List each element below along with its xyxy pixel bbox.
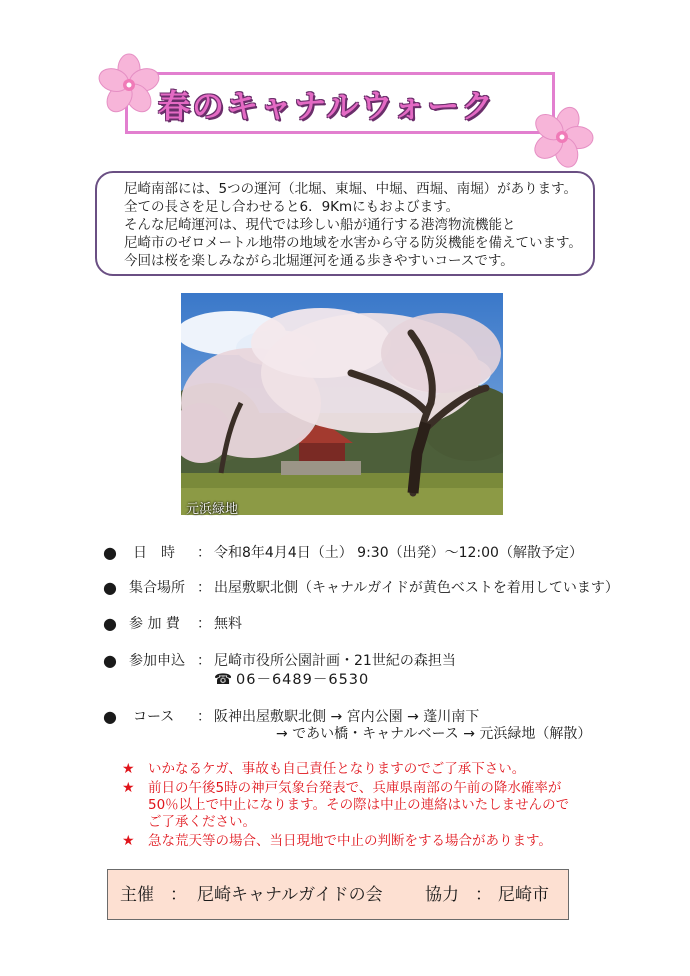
host-label: 主催	[120, 885, 154, 905]
fee-value: 無料	[214, 616, 242, 632]
bullet-icon: ●	[103, 543, 117, 562]
colon: ：	[197, 709, 211, 725]
date-label: 日 時	[133, 545, 175, 561]
colon: ：	[197, 616, 211, 632]
colon: ：	[170, 885, 187, 905]
coop-label: 協力	[425, 885, 459, 905]
note-2-line-1: 前日の午後5時の神戸気象台発表で、兵庫県南部の午前の降水確率が	[148, 780, 562, 796]
date-value: 令和8年4月4日（土） 9:30（出発）～12:00（解散予定）	[214, 545, 583, 561]
bullet-icon: ●	[103, 614, 117, 633]
coop-name: 尼崎市	[498, 885, 549, 905]
meeting-label: 集合場所	[129, 580, 185, 596]
bullet-icon: ●	[103, 651, 117, 670]
cherry-blossom-icon	[527, 102, 597, 172]
cherry-blossom-icon	[94, 50, 164, 120]
meeting-value: 出屋敷駅北側（キャナルガイドが黄色ベストを着用しています）	[214, 580, 619, 596]
colon: ：	[197, 545, 211, 561]
apply-label: 参加申込	[129, 653, 185, 669]
photo-caption: 元浜緑地	[186, 502, 239, 517]
course-label: コース	[133, 709, 175, 725]
intro-line: 尼崎市のゼロメートル地帯の地域を水害から守る防災機能を備えています。	[124, 235, 582, 251]
intro-line: そんな尼崎運河は、現代では珍しい船が通行する港湾物流機能と	[124, 217, 516, 233]
phone-icon: ☎	[214, 672, 234, 688]
note-1: いかなるケガ、事故も自己責任となりますのでご了承下さい。	[148, 761, 526, 777]
host-name: 尼崎キャナルガイドの会	[197, 885, 383, 905]
colon: ：	[475, 885, 492, 905]
note-3: 急な荒天等の場合、当日現地で中止の判断をする場合があります。	[148, 833, 552, 849]
course-line-2: → であい橋・キャナルベース → 元浜緑地（解散）	[276, 726, 592, 742]
star-icon: ★	[122, 761, 135, 777]
phone-number: 06－6489－6530	[236, 672, 370, 688]
bullet-icon: ●	[103, 578, 117, 597]
star-icon: ★	[122, 833, 135, 849]
course-line-1: 阪神出屋敷駅北側 → 宮内公園 → 蓬川南下	[214, 709, 480, 725]
intro-line: 今回は桜を楽しみながら北堀運河を通る歩きやすいコースです。	[124, 253, 514, 269]
intro-line: 尼崎南部には、5つの運河（北堀、東堀、中堀、西堀、南堀）があります。	[124, 181, 578, 197]
note-2-line-3: ご了承ください。	[148, 814, 256, 830]
fee-label: 参 加 費	[129, 616, 180, 632]
apply-value: 尼崎市役所公園計画・21世紀の森担当	[214, 653, 456, 669]
colon: ：	[197, 653, 211, 669]
page-title: 春のキャナルウォーク	[158, 87, 496, 125]
intro-line: 全ての長さを足し合わせると6．9Kmにもおよびます。	[124, 199, 460, 215]
cherry-blossom-photo	[181, 293, 503, 515]
star-icon: ★	[122, 780, 135, 796]
colon: ：	[197, 580, 211, 596]
bullet-icon: ●	[103, 707, 117, 726]
note-2-line-2: 50％以上で中止になります。その際は中止の連絡はいたしませんので	[148, 797, 570, 813]
